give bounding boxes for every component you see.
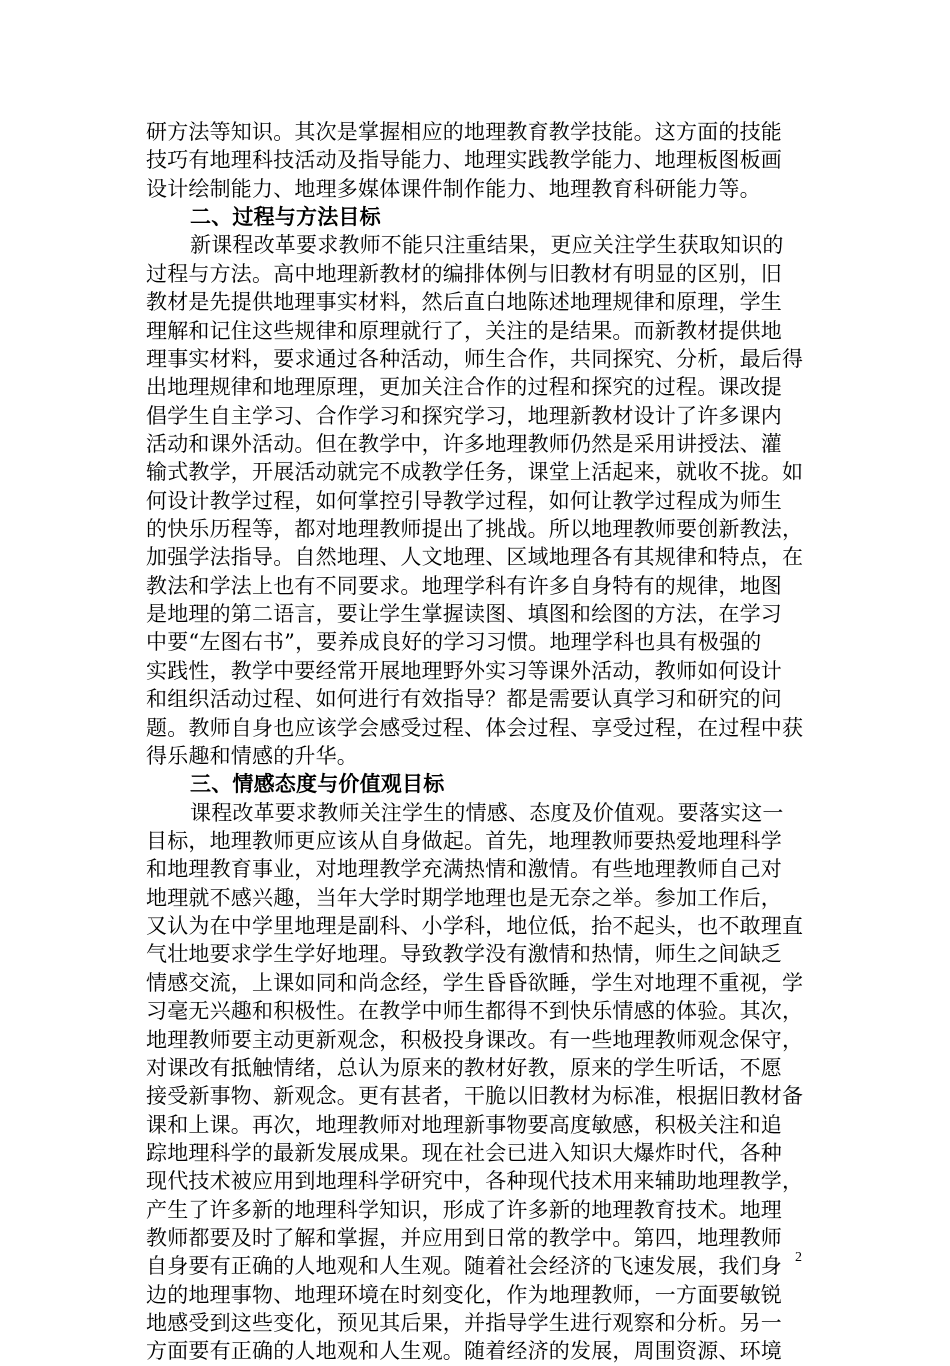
- text-line: 气壮地要求学生学好地理。导致教学没有激情和热情，师生之间缺乏: [146, 942, 782, 967]
- section-heading: 三、情感态度与价值观目标: [190, 771, 445, 797]
- text-line: 课程改革要求教师关注学生的情感、态度及价值观。要落实这一: [190, 800, 784, 825]
- text-line: 现代技术被应用到地理科学研究中，各种现代技术用来辅助地理教学，: [146, 1169, 804, 1194]
- text-line: 是地理的第二语言，要让学生掌握读图、填图和绘图的方法，在学习: [146, 602, 782, 627]
- text-line: 题。教师自身也应该学会感受过程、体会过程、享受过程，在过程中获: [146, 715, 804, 740]
- text-line: 过程与方法。高中地理新教材的编排体例与旧教材有明显的区别，旧: [146, 261, 782, 286]
- text-line: 方面要有正确的人地观和人生观。随着经济的发展，周围资源、环境: [146, 1339, 782, 1364]
- text-line: 和组织活动过程、如何进行有效指导？都是需要认真学习和研究的问: [146, 687, 782, 712]
- text-line: 目标，地理教师更应该从自身做起。首先，地理教师要热爱地理科学: [146, 828, 782, 853]
- text-line: 地感受到这些变化，预见其后果，并指导学生进行观察和分析。另一: [146, 1311, 782, 1336]
- text-line: 技巧有地理科技活动及指导能力、地理实践教学能力、地理板图板画: [146, 148, 782, 173]
- text-line: 对课改有抵触情绪，总认为原来的教材好教，原来的学生听话，不愿: [146, 1055, 782, 1080]
- text-line: 中要“左图右书”，要养成良好的学习习惯。地理学科也具有极强的: [146, 630, 762, 655]
- text-line: 的快乐历程等，都对地理教师提出了挑战。所以地理教师要创新教法，: [146, 517, 804, 542]
- text-line: 得乐趣和情感的升华。: [146, 743, 358, 768]
- text-line: 课和上课。再次，地理教师对地理新事物要高度敏感，积极关注和追: [146, 1112, 782, 1137]
- text-line: 实践性，教学中要经常开展地理野外实习等课外活动，教师如何设计: [146, 658, 782, 683]
- text-line: 边的地理事物、地理环境在时刻变化，作为地理教师，一方面要敏锐: [146, 1282, 782, 1307]
- text-line: 地理就不感兴趣，当年大学时期学地理也是无奈之举。参加工作后，: [146, 885, 782, 910]
- text-line: 又认为在中学里地理是副科、小学科，地位低，抬不起头，也不敢理直: [146, 914, 804, 939]
- text-line: 理解和记住这些规律和原理就行了，关注的是结果。而新教材提供地: [146, 318, 782, 343]
- text-line: 新课程改革要求教师不能只注重结果，更应关注学生获取知识的: [190, 233, 784, 258]
- text-line: 教师都要及时了解和掌握，并应用到日常的教学中。第四，地理教师: [146, 1226, 782, 1251]
- text-line: 倡学生自主学习、合作学习和探究学习，地理新教材设计了许多课内: [146, 403, 782, 428]
- text-line: 习毫无兴趣和积极性。在教学中师生都得不到快乐情感的体验。其次，: [146, 999, 804, 1024]
- text-line: 研方法等知识。其次是掌握相应的地理教育教学技能。这方面的技能: [146, 120, 782, 144]
- text-line: 产生了许多新的地理科学知识，形成了许多新的地理教育技术。地理: [146, 1197, 782, 1222]
- text-line: 理事实材料，要求通过各种活动，师生合作，共同探究、分析，最后得: [146, 346, 804, 371]
- text-line: 输式教学，开展活动就完不成教学任务，课堂上活起来，就收不拢。如: [146, 460, 804, 485]
- page-number: 2: [795, 1250, 802, 1265]
- text-line: 何设计教学过程，如何掌控引导教学过程，如何让教学过程成为师生: [146, 488, 782, 513]
- text-line: 接受新事物、新观念。更有甚者，干脆以旧教材为标准，根据旧教材备: [146, 1084, 804, 1109]
- text-line: 出地理规律和地理原理，更加关注合作的过程和探究的过程。课改提: [146, 375, 782, 400]
- text-line: 情感交流，上课如同和尚念经，学生昏昏欲睡，学生对地理不重视，学: [146, 970, 804, 995]
- text-line: 设计绘制能力、地理多媒体课件制作能力、地理教育科研能力等。: [146, 176, 761, 201]
- text-line: 和地理教育事业，对地理教学充满热情和激情。有些地理教师自己对: [146, 857, 782, 882]
- text-line: 踪地理科学的最新发展成果。现在社会已进入知识大爆炸时代，各种: [146, 1140, 782, 1165]
- text-line: 活动和课外活动。但在教学中，许多地理教师仍然是采用讲授法、灌: [146, 431, 782, 456]
- text-line: 地理教师要主动更新观念，积极投身课改。有一些地理教师观念保守，: [146, 1027, 804, 1052]
- text-line: 教法和学法上也有不同要求。地理学科有许多自身特有的规律，地图: [146, 573, 782, 598]
- body-text: [146, 118, 814, 1366]
- section-heading: 二、过程与方法目标: [190, 204, 381, 230]
- text-line: 自身要有正确的人地观和人生观。随着社会经济的飞速发展，我们身: [146, 1254, 782, 1279]
- text-line: 加强学法指导。自然地理、人文地理、区域地理各有其规律和特点，在: [146, 545, 804, 570]
- text-line: 教材是先提供地理事实材料，然后直白地陈述地理规律和原理，学生: [146, 290, 782, 315]
